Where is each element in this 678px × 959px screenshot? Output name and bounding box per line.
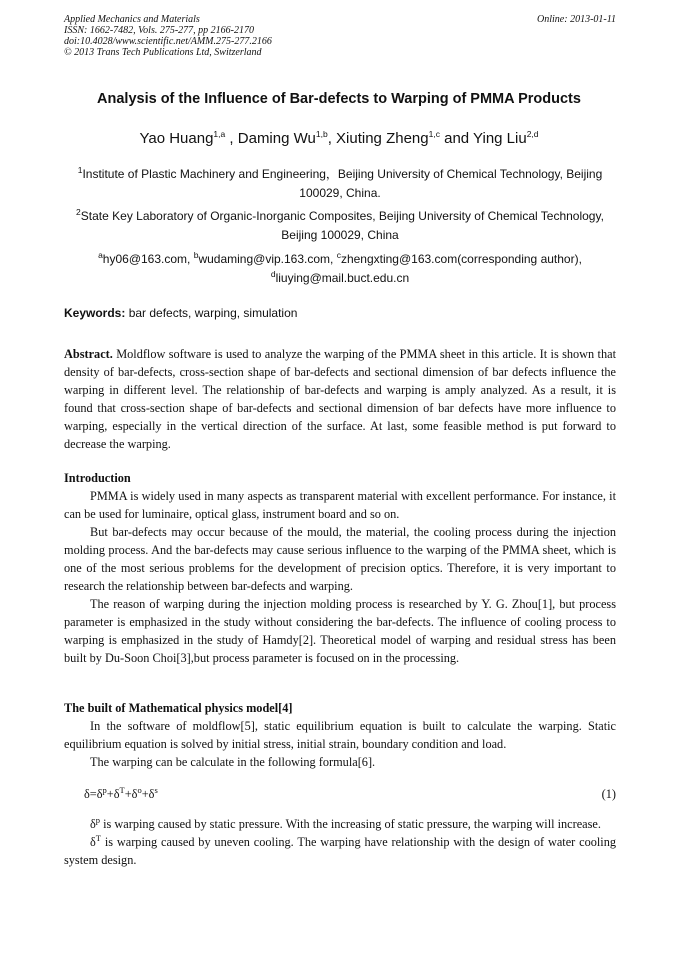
keywords-label: Keywords: — [64, 306, 126, 320]
journal-header — [64, 14, 616, 58]
keywords-text: bar defects, warping, simulation — [125, 306, 298, 320]
author-separator: and — [439, 130, 474, 147]
paragraph — [64, 833, 616, 869]
author-name: Ying Liu — [473, 130, 527, 147]
paper-title: Analysis of the Influence of Bar-defects to Warping of PMMA Products — [97, 91, 581, 107]
eq-sup: o — [137, 784, 142, 795]
model-section — [64, 699, 616, 869]
eq-term: +δ — [141, 787, 155, 801]
symbol: δ — [90, 835, 96, 849]
affiliation-1 — [64, 165, 616, 203]
affiliation-sup: 1 — [77, 165, 83, 175]
author-affil-sup: 1,b — [315, 129, 328, 139]
keywords-line — [64, 306, 616, 320]
paragraph: The warping can be calculate in the following formula[6]. — [90, 755, 376, 769]
symbol: δ — [90, 817, 96, 831]
eq-sup: T — [119, 784, 125, 795]
eq-term: +δ — [106, 787, 120, 801]
paragraph: In the software of moldflow[5], static equilibrium equation is built to calculate the warping. Static equilibrium equation is solved by initial stress, initial strain, boundary condition and load. — [64, 719, 616, 751]
paragraph: But bar-defects may occur because of the mould, the material, the cooling process during the injection molding process. And the bar-defects may cause serious influence to the warping of the PMMA sheet, which is one of the most serious problems for the development of precision optics. Therefore, it is very important to research the relationship between bar-defects and warping. — [64, 525, 616, 593]
eq-sup: p — [102, 784, 107, 795]
symbol-sup: T — [95, 832, 101, 843]
author-affil-sup: 1,a — [213, 129, 226, 139]
paragraph: The reason of warping during the injection molding process is researched by Y. G. Zhou[1], but process parameter is emphasized in the study without considering the bar-defects. The influence of cooling process to warping is emphasized in the study of Hamdy[2]. Theoretical model of warping and residual stress has been built by Du-Soon Choi[3],but process parameter is focused on in the processing. — [64, 597, 616, 665]
doi-line: doi:10.4028/www.scientific.net/AMM.275-277.2166 — [64, 36, 272, 47]
affiliation-text: Institute of Plastic Machinery and Engineering，Beijing University of Chemical Technology, Beijing — [82, 167, 603, 181]
email-link[interactable]: hy06@163.com, — [102, 252, 194, 266]
email-sup: a — [98, 250, 103, 260]
abstract-section — [64, 345, 616, 453]
copyright-line: © 2013 Trans Tech Publications Ltd, Switzerland — [64, 47, 262, 58]
email-sup: d — [270, 269, 276, 279]
journal-name: Applied Mechanics and Materials — [64, 14, 200, 25]
affiliation-text: State Key Laboratory of Organic-Inorganic Composites, Beijing University of Chemical Technology, — [80, 209, 604, 223]
author-name: Xiuting Zheng — [336, 130, 429, 147]
equation-number: (1) — [601, 787, 616, 801]
email-link[interactable]: zhengxting@163.com(corresponding author), — [340, 252, 582, 266]
eq-term: δ=δ — [84, 787, 103, 801]
online-date: Online: 2013-01-11 — [537, 14, 616, 25]
affiliation-sup: 2 — [76, 207, 81, 217]
affiliation-2 — [64, 207, 616, 245]
equation-body — [84, 785, 158, 803]
equation-1 — [64, 785, 616, 803]
paragraph-text: is warping caused by static pressure. With the increasing of static pressure, the warping will increase. — [100, 817, 601, 831]
affiliation-text: 100029, China. — [299, 186, 381, 200]
author-name: Yao Huang — [139, 130, 214, 147]
author-name: Daming Wu — [237, 130, 316, 147]
paragraph-text: is warping caused by uneven cooling. The warping have relationship with the design of water cooling system design. — [64, 835, 616, 867]
eq-sup: s — [154, 784, 158, 795]
symbol-sup: p — [95, 814, 101, 825]
abstract-text: Moldflow software is used to analyze the warping of the PMMA sheet in this article. It is shown that density of bar-defects, cross-section shape of bar-defects and sectional dimension of bar defects influence the warping in different level. The relationship of bar-defects and warping is amply analyzed. As a result, it is found that cross-section shape of bar-defects and sectional dimension of bar defects have more influence to warping, especially in the vertical direction of the surface. At last, some feasible method is put forward to decrease the warping. — [64, 347, 616, 451]
issn-line: ISSN: 1662-7482, Vols. 275-277, pp 2166-2170 — [64, 25, 254, 36]
affiliation-text: Beijing 100029, China — [281, 228, 399, 242]
section-heading: Introduction — [64, 471, 131, 485]
section-heading: The built of Mathematical physics model[4] — [64, 701, 293, 715]
author-affil-sup: 1,c — [428, 129, 440, 139]
email-sup: b — [193, 250, 199, 260]
email-link[interactable]: liuying@mail.buct.edu.cn — [275, 271, 410, 285]
email-sup: c — [336, 250, 341, 260]
introduction-section — [64, 469, 616, 667]
author-list — [30, 130, 648, 147]
author-separator: , — [225, 130, 238, 147]
email-list — [64, 250, 616, 288]
abstract-label: Abstract. — [64, 347, 113, 361]
paragraph — [64, 815, 616, 833]
author-affil-sup: 2,d — [526, 129, 539, 139]
paragraph: PMMA is widely used in many aspects as transparent material with excellent performance. For instance, it can be used for luminaire, optical glass, instrument board and so on. — [64, 489, 616, 521]
eq-term: +δ — [124, 787, 138, 801]
author-separator: , — [327, 130, 337, 147]
email-link[interactable]: wudaming@vip.163.com, — [198, 252, 337, 266]
